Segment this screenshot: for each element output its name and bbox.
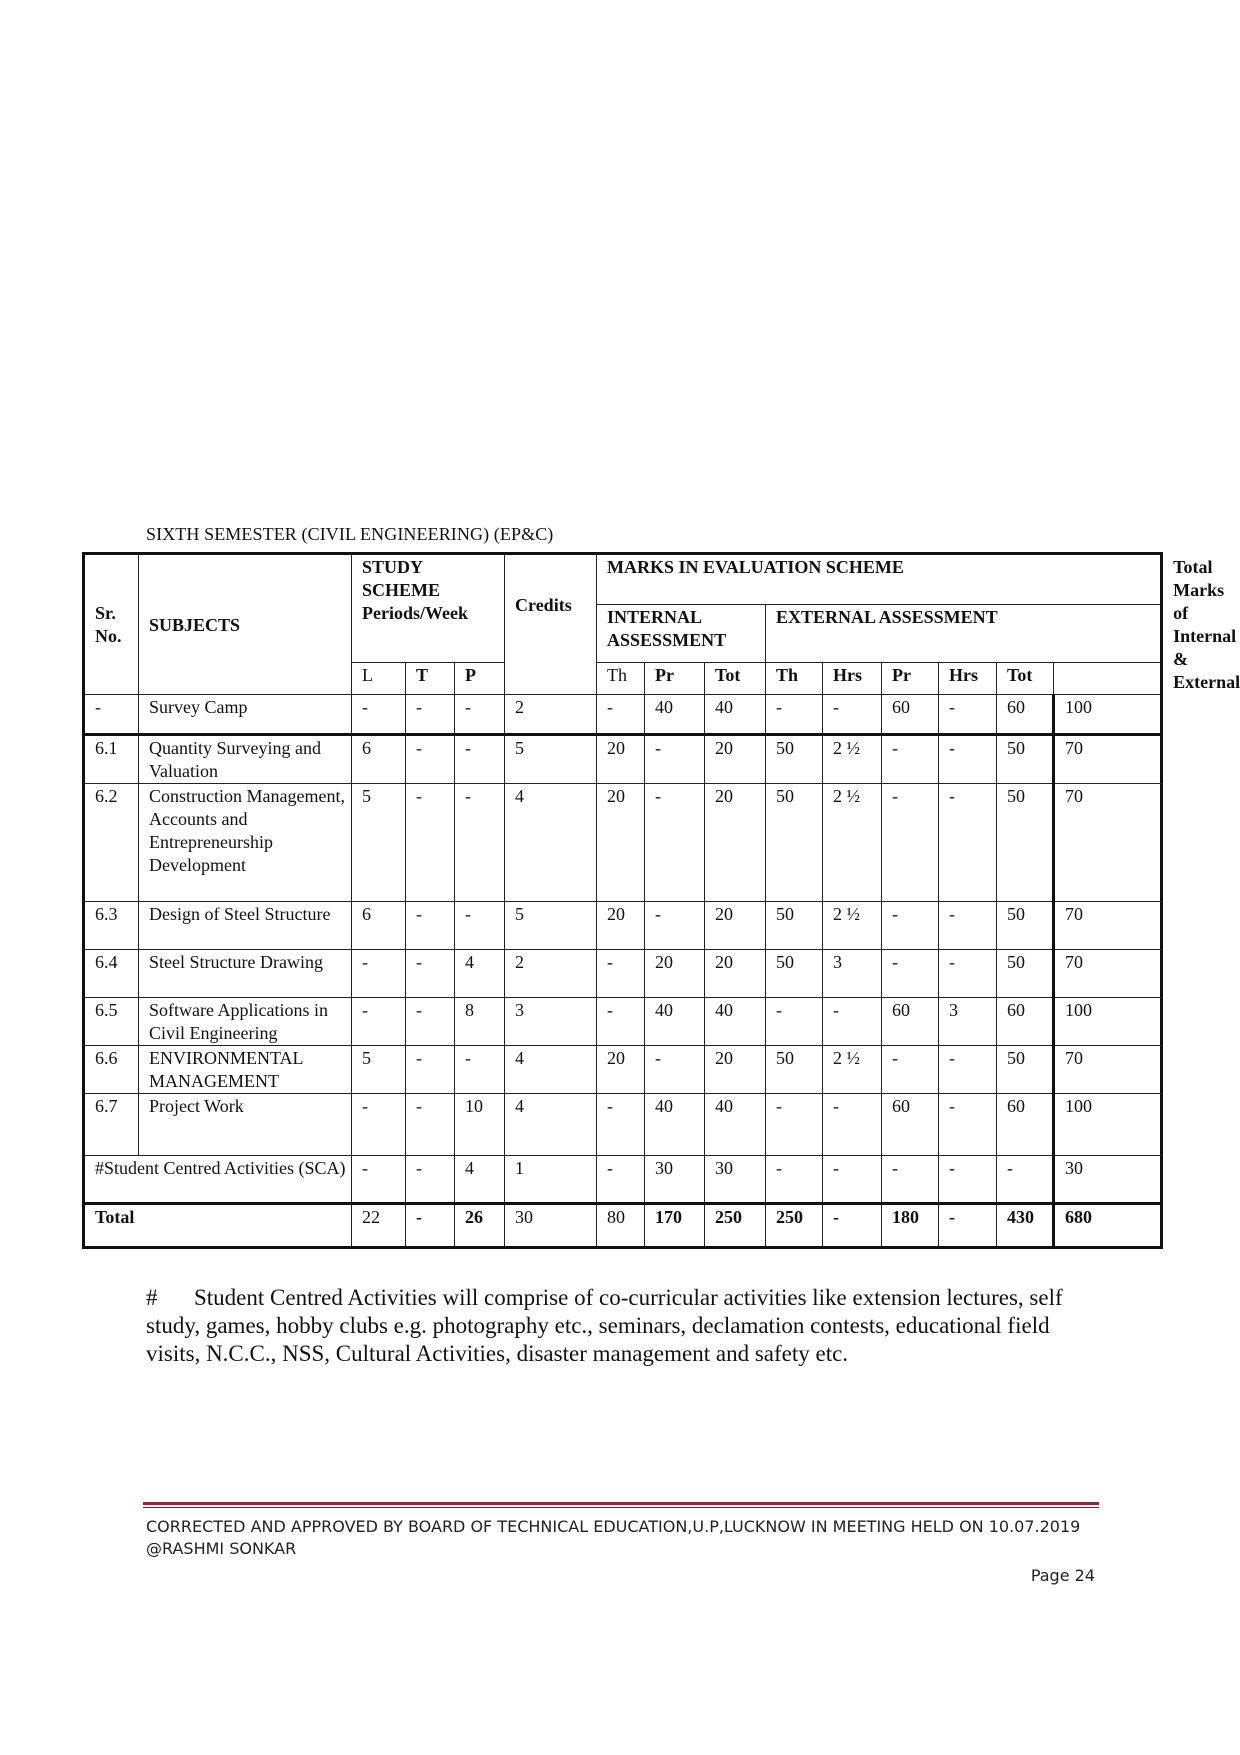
table-cell: 70 bbox=[1054, 950, 1162, 998]
table-cell: - bbox=[939, 1094, 997, 1156]
table-cell: 70 bbox=[1054, 784, 1162, 902]
table-cell: - bbox=[939, 695, 997, 735]
sr-no-cell: 6.7 bbox=[84, 1094, 139, 1156]
sca-label: #Student Centred Activities (SCA) bbox=[84, 1156, 352, 1204]
footer-divider-thin bbox=[143, 1507, 1099, 1508]
header-t: T bbox=[406, 663, 455, 695]
table-cell: 2 ½ bbox=[823, 902, 882, 950]
table-cell: 6 bbox=[352, 902, 406, 950]
table-cell: - bbox=[406, 1204, 455, 1248]
table-cell: 2 ½ bbox=[823, 784, 882, 902]
table-cell: 20 bbox=[705, 902, 766, 950]
header-sr-no: Sr. No. bbox=[84, 554, 139, 695]
table-cell: - bbox=[645, 1046, 705, 1094]
table-row bbox=[84, 784, 1162, 902]
table-cell: 40 bbox=[645, 998, 705, 1046]
table-cell: 3 bbox=[823, 950, 882, 998]
table-cell: - bbox=[882, 1156, 939, 1204]
table-cell: - bbox=[352, 998, 406, 1046]
table-cell: - bbox=[882, 784, 939, 902]
subject-cell: Steel Structure Drawing bbox=[139, 950, 352, 998]
table-cell: 40 bbox=[705, 1094, 766, 1156]
table-cell: 30 bbox=[705, 1156, 766, 1204]
table-cell: 50 bbox=[997, 735, 1054, 784]
table-row bbox=[84, 998, 1162, 1046]
table-cell: 40 bbox=[705, 998, 766, 1046]
table-cell: 30 bbox=[505, 1204, 597, 1248]
table-cell: - bbox=[455, 695, 505, 735]
total-row bbox=[84, 1204, 1162, 1248]
subject-cell: Survey Camp bbox=[139, 695, 352, 735]
table-cell: - bbox=[352, 1156, 406, 1204]
header-ext-th: Th bbox=[766, 663, 823, 695]
subject-cell: ENVIRONMENTAL MANAGEMENT bbox=[139, 1046, 352, 1094]
table-cell: 70 bbox=[1054, 735, 1162, 784]
subject-rows bbox=[84, 695, 1162, 1156]
sr-no-cell: 6.6 bbox=[84, 1046, 139, 1094]
header-credits: Credits bbox=[505, 554, 597, 695]
sr-no-cell: 6.2 bbox=[84, 784, 139, 902]
table-cell: 50 bbox=[766, 735, 823, 784]
table-row bbox=[84, 1046, 1162, 1094]
table-cell: 20 bbox=[705, 784, 766, 902]
evaluation-scheme-table: Sr. No. SUBJECTS STUDY SCHEME Periods/Week Credits MARKS IN EVALUATION SCHEME Total Marks of Internal & External INTERNAL ASSESSMENT EXTERNAL ASSESSMENT L T P Th Pr Tot Th Hrs Pr Hrs Tot - Survey Camp - - - 2 - 40 40 - - 60 - 60 100 6.1 Quantity Surveying and Valuation 6 - - 5 20 - 20 50 2 ½ - - 50 70 6.2 Construction Management, Accounts and Entrepreneurship Development 5 - - 4 20 - 20 50 2 ½ - - 50 70 6.3 Design of Steel Structure 6 - - 5 20 - 20 50 2 ½ - - 50 70 6.4 Steel Structure Drawing - - 4 2 - 20 20 50 3 - - 50 70 6.5 Software Applications in Civil Engineering - - 8 3 - 40 40 - - 60 3 60 100 6.6 ENVIRONMENTAL MANAGEMENT 5 - - 4 20 - 20 50 2 ½ - - 50 70 6.7 Project Work - - 10 4 - 40 40 - - 60 - 60 100 #Student Centred Activities (SCA) - - 4 1 - 30 30 - - - - - 30 Total 22 - 26 30 80 170 250 250 - 180 - 430 680 bbox=[82, 552, 1163, 1249]
table-cell: 20 bbox=[597, 902, 645, 950]
table-cell: - bbox=[645, 902, 705, 950]
table-cell: - bbox=[352, 950, 406, 998]
table-cell: - bbox=[455, 1046, 505, 1094]
table-caption: SIXTH SEMESTER (CIVIL ENGINEERING) (EP&C) bbox=[146, 524, 554, 544]
table-cell: 20 bbox=[597, 735, 645, 784]
table-cell: 2 ½ bbox=[823, 1046, 882, 1094]
table-cell: - bbox=[645, 735, 705, 784]
table-cell: - bbox=[406, 950, 455, 998]
table-cell: - bbox=[882, 1046, 939, 1094]
table-cell: 60 bbox=[882, 695, 939, 735]
table-cell: - bbox=[939, 1156, 997, 1204]
table-cell: 100 bbox=[1054, 1094, 1162, 1156]
header-int-tot: Tot bbox=[705, 663, 766, 695]
table-cell: 20 bbox=[705, 950, 766, 998]
table-cell: 60 bbox=[882, 998, 939, 1046]
table-cell: 4 bbox=[455, 1156, 505, 1204]
table-cell: 20 bbox=[645, 950, 705, 998]
table-cell: 50 bbox=[997, 1046, 1054, 1094]
table-cell: 20 bbox=[705, 735, 766, 784]
table-cell: 60 bbox=[997, 998, 1054, 1046]
page-number: Page 24 bbox=[1030, 1566, 1095, 1585]
header-ext-hrs-practical: Hrs bbox=[939, 663, 997, 695]
table-cell: - bbox=[766, 1156, 823, 1204]
header-ext-tot: Tot bbox=[997, 663, 1054, 695]
table-cell: 4 bbox=[455, 950, 505, 998]
table-cell: - bbox=[645, 784, 705, 902]
subject-cell: Construction Management, Accounts and Entrepreneurship Development bbox=[139, 784, 352, 902]
subject-cell: Quantity Surveying and Valuation bbox=[139, 735, 352, 784]
table-cell: 50 bbox=[997, 950, 1054, 998]
table-cell: 3 bbox=[505, 998, 597, 1046]
table-cell: - bbox=[406, 695, 455, 735]
table-cell: 20 bbox=[597, 784, 645, 902]
table-cell: - bbox=[939, 950, 997, 998]
table-cell: 100 bbox=[1054, 998, 1162, 1046]
table-cell: - bbox=[939, 902, 997, 950]
table-cell: - bbox=[406, 902, 455, 950]
table-cell: - bbox=[406, 784, 455, 902]
header-p: P bbox=[455, 663, 505, 695]
table-cell: 50 bbox=[766, 1046, 823, 1094]
table-cell: 4 bbox=[505, 1094, 597, 1156]
table-cell: 180 bbox=[882, 1204, 939, 1248]
sca-row bbox=[84, 1156, 1162, 1204]
table-cell: 2 bbox=[505, 695, 597, 735]
footer-approval-text: CORRECTED AND APPROVED BY BOARD OF TECHNICAL EDUCATION,U.P,LUCKNOW IN MEETING HELD ON 10.07.2019 @RASHMI SONKAR bbox=[146, 1517, 1081, 1558]
sr-no-cell: 6.5 bbox=[84, 998, 139, 1046]
table-cell: - bbox=[997, 1156, 1054, 1204]
header-internal-assessment: INTERNAL ASSESSMENT bbox=[597, 605, 766, 663]
footnote-text: Student Centred Activities will comprise of co-curricular activities like extension lectures, self study, games, hobby clubs e.g. photography etc., seminars, declamation contests, educational field visits, N.C.C., NSS, Cultural Activities, disaster management and safety etc. bbox=[146, 1285, 1063, 1366]
sca-footnote bbox=[146, 1284, 1106, 1368]
table-cell: 80 bbox=[597, 1204, 645, 1248]
table-cell: 250 bbox=[766, 1204, 823, 1248]
table-cell: 250 bbox=[705, 1204, 766, 1248]
table-cell: 70 bbox=[1054, 902, 1162, 950]
footnote-marker: # bbox=[146, 1285, 158, 1310]
table-cell: - bbox=[766, 998, 823, 1046]
subject-cell: Software Applications in Civil Engineering bbox=[139, 998, 352, 1046]
table-cell: 5 bbox=[352, 1046, 406, 1094]
table-cell: 50 bbox=[997, 784, 1054, 902]
table-cell: - bbox=[823, 998, 882, 1046]
table-cell: - bbox=[939, 784, 997, 902]
table-row bbox=[84, 950, 1162, 998]
table-cell: - bbox=[823, 1204, 882, 1248]
table-cell: 5 bbox=[352, 784, 406, 902]
table-cell: - bbox=[455, 735, 505, 784]
table-cell: 50 bbox=[997, 902, 1054, 950]
sr-no-cell: 6.1 bbox=[84, 735, 139, 784]
table-cell: - bbox=[823, 1094, 882, 1156]
total-label: Total bbox=[84, 1204, 352, 1248]
header-int-th: Th bbox=[597, 663, 645, 695]
header-external-assessment: EXTERNAL ASSESSMENT bbox=[766, 605, 1162, 663]
header-int-pr: Pr bbox=[645, 663, 705, 695]
table-cell: - bbox=[597, 1094, 645, 1156]
table-cell: - bbox=[352, 1094, 406, 1156]
table-cell: - bbox=[352, 695, 406, 735]
table-cell: 40 bbox=[645, 1094, 705, 1156]
table-cell: - bbox=[882, 950, 939, 998]
table-cell: - bbox=[406, 735, 455, 784]
table-cell: 40 bbox=[645, 695, 705, 735]
header-ext-hrs: Hrs bbox=[823, 663, 882, 695]
sr-no-cell: 6.4 bbox=[84, 950, 139, 998]
table-cell: 70 bbox=[1054, 1046, 1162, 1094]
table-cell: 170 bbox=[645, 1204, 705, 1248]
table-cell: - bbox=[882, 735, 939, 784]
table-cell: - bbox=[823, 1156, 882, 1204]
table-cell: 40 bbox=[705, 695, 766, 735]
table-cell: 2 bbox=[505, 950, 597, 998]
table-cell: 3 bbox=[939, 998, 997, 1046]
table-cell: - bbox=[766, 695, 823, 735]
sr-no-cell: 6.3 bbox=[84, 902, 139, 950]
header-ext-pr: Pr bbox=[882, 663, 939, 695]
table-cell: 680 bbox=[1054, 1204, 1162, 1248]
subject-cell: Design of Steel Structure bbox=[139, 902, 352, 950]
table-cell: - bbox=[939, 1046, 997, 1094]
footer-divider bbox=[143, 1502, 1099, 1505]
table-cell: 5 bbox=[505, 735, 597, 784]
table-cell: 30 bbox=[1054, 1156, 1162, 1204]
table-cell: - bbox=[406, 1046, 455, 1094]
table-cell: 22 bbox=[352, 1204, 406, 1248]
subject-cell: Project Work bbox=[139, 1094, 352, 1156]
table-cell: - bbox=[597, 695, 645, 735]
table-cell: 8 bbox=[455, 998, 505, 1046]
table-row bbox=[84, 735, 1162, 784]
header-l: L bbox=[352, 663, 406, 695]
table-cell: - bbox=[766, 1094, 823, 1156]
table-row bbox=[84, 695, 1162, 735]
table-cell: 60 bbox=[997, 695, 1054, 735]
sr-no-cell: - bbox=[84, 695, 139, 735]
table-cell: 50 bbox=[766, 902, 823, 950]
table-cell: 1 bbox=[505, 1156, 597, 1204]
table-cell: 2 ½ bbox=[823, 735, 882, 784]
table-cell: 5 bbox=[505, 902, 597, 950]
table-cell: - bbox=[939, 1204, 997, 1248]
table-cell: - bbox=[939, 735, 997, 784]
header-subjects: SUBJECTS bbox=[139, 554, 352, 695]
table-cell: - bbox=[597, 1156, 645, 1204]
table-cell: - bbox=[406, 998, 455, 1046]
table-row bbox=[84, 902, 1162, 950]
table-cell: 4 bbox=[505, 784, 597, 902]
table-cell: - bbox=[406, 1156, 455, 1204]
header-marks-scheme: MARKS IN EVALUATION SCHEME bbox=[597, 554, 1162, 605]
table-cell: 26 bbox=[455, 1204, 505, 1248]
table-cell: 50 bbox=[766, 784, 823, 902]
table-cell: 20 bbox=[597, 1046, 645, 1094]
table-cell: 30 bbox=[645, 1156, 705, 1204]
table-cell: - bbox=[823, 695, 882, 735]
table-cell: 6 bbox=[352, 735, 406, 784]
table-cell: - bbox=[597, 998, 645, 1046]
table-row bbox=[84, 1094, 1162, 1156]
table-cell: - bbox=[597, 950, 645, 998]
table-cell: - bbox=[882, 902, 939, 950]
table-cell: 100 bbox=[1054, 695, 1162, 735]
table-cell: 50 bbox=[766, 950, 823, 998]
table-cell: 60 bbox=[882, 1094, 939, 1156]
table-cell: - bbox=[406, 1094, 455, 1156]
table-cell: - bbox=[455, 784, 505, 902]
table-cell: 4 bbox=[505, 1046, 597, 1094]
header-study-scheme: STUDY SCHEME Periods/Week bbox=[352, 554, 505, 663]
table-cell: 60 bbox=[997, 1094, 1054, 1156]
table-cell: 20 bbox=[705, 1046, 766, 1094]
table-cell: 10 bbox=[455, 1094, 505, 1156]
table-cell: - bbox=[455, 902, 505, 950]
table-cell: 430 bbox=[997, 1204, 1054, 1248]
